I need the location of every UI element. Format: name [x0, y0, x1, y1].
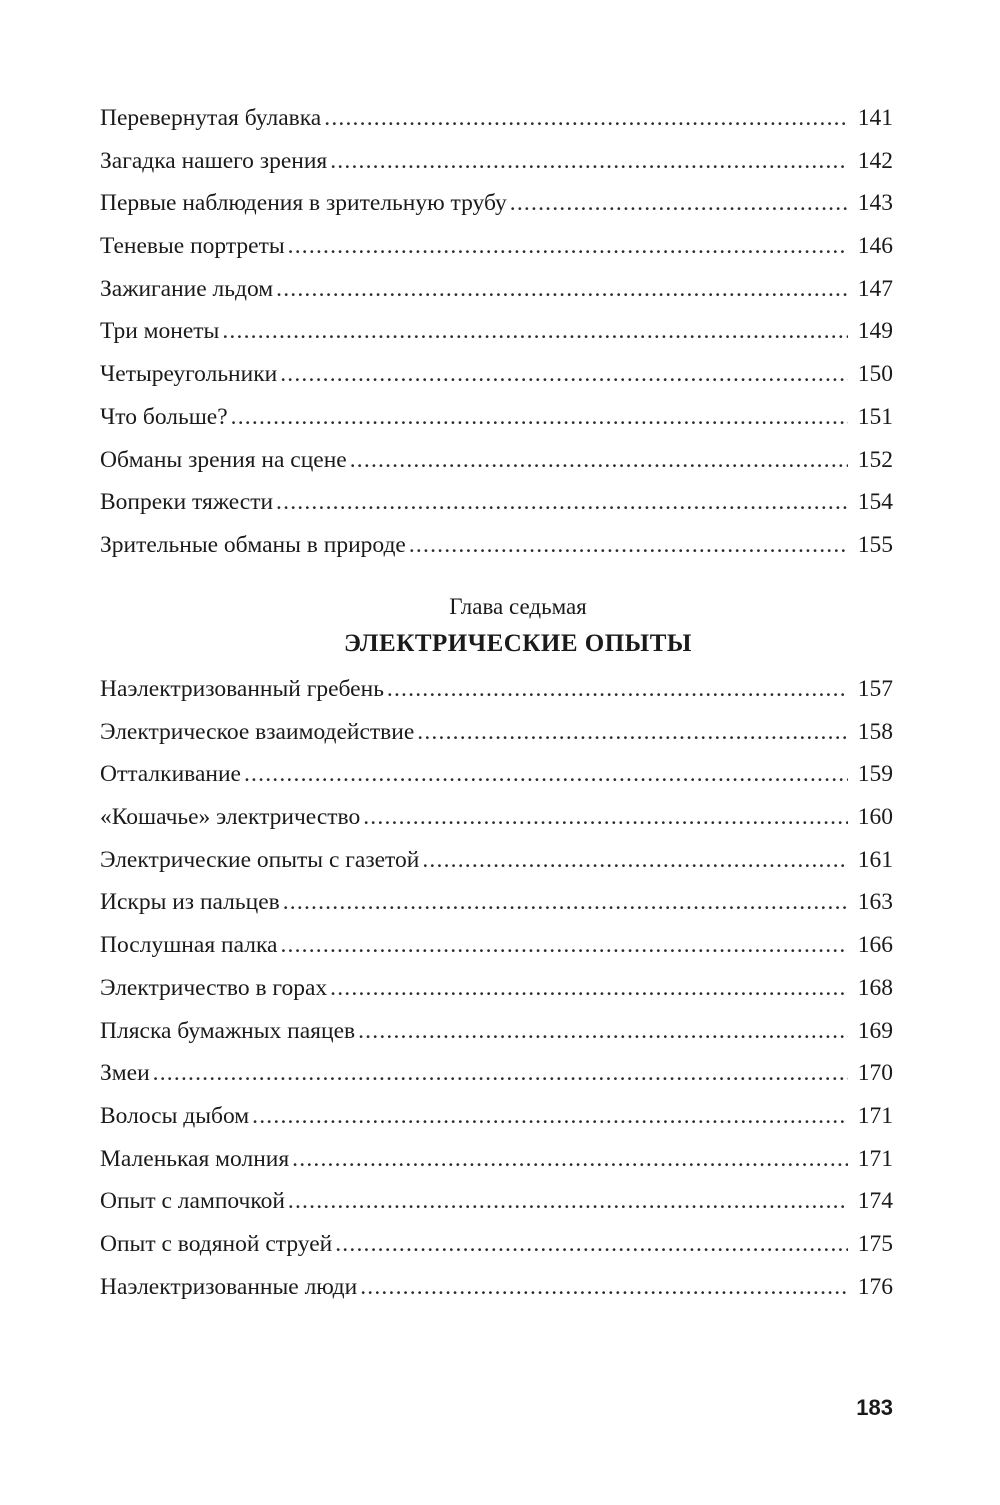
toc-dot-leader	[276, 268, 848, 311]
toc-entry-page: 161	[857, 846, 893, 873]
toc-entry[interactable]	[100, 881, 893, 924]
toc-entry-page: 168	[857, 974, 893, 1001]
toc-dot-leader	[276, 481, 848, 524]
toc-entry-title: Электрические опыты с газетой	[100, 846, 420, 873]
toc-dot-leader	[387, 668, 848, 711]
toc-entry[interactable]	[100, 1010, 893, 1053]
toc-entry[interactable]	[100, 182, 893, 225]
toc-dot-leader	[409, 524, 848, 567]
toc-dot-leader	[231, 396, 848, 439]
toc-entry-page: 149	[857, 318, 893, 345]
toc-entry-title: Вопреки тяжести	[100, 489, 274, 516]
toc-dot-leader	[324, 97, 848, 140]
toc-entry[interactable]	[100, 268, 893, 311]
toc-entry-title: Маленькая молния	[100, 1145, 290, 1172]
toc-entry[interactable]	[100, 524, 893, 567]
toc-entry-page: 176	[857, 1273, 893, 1300]
toc-entry-page: 147	[857, 275, 893, 302]
toc-dot-leader	[363, 796, 848, 839]
toc-entry-title: Опыт с лампочкой	[100, 1188, 285, 1215]
toc-entry[interactable]	[100, 140, 893, 183]
toc-entry-page: 154	[857, 489, 893, 516]
toc-entry-page: 170	[857, 1060, 893, 1087]
toc-entry-title: Первые наблюдения в зрительную трубу	[100, 190, 507, 217]
toc-section-bottom	[100, 668, 893, 1308]
chapter-title: ЭЛЕКТРИЧЕСКИЕ ОПЫТЫ	[344, 630, 692, 657]
toc-entry-page: 160	[857, 804, 893, 831]
toc-entry[interactable]	[100, 97, 893, 140]
toc-entry[interactable]	[100, 353, 893, 396]
toc-entry[interactable]	[100, 753, 893, 796]
toc-entry[interactable]	[100, 967, 893, 1010]
toc-entry[interactable]	[100, 439, 893, 482]
toc-dot-leader	[330, 140, 848, 183]
chapter-kicker: Глава седьмая	[449, 594, 587, 619]
toc-entry-title: Загадка нашего зрения	[100, 147, 328, 174]
toc-dot-leader	[335, 1223, 848, 1266]
toc-dot-leader	[417, 711, 848, 754]
toc-entry-title: Зажигание льдом	[100, 275, 274, 302]
toc-entry-title: Волосы дыбом	[100, 1102, 250, 1129]
toc-entry[interactable]	[100, 1095, 893, 1138]
toc-entry-page: 174	[857, 1188, 893, 1215]
toc-dot-leader	[153, 1052, 848, 1095]
toc-entry-page: 152	[857, 446, 893, 473]
toc-entry-page: 146	[857, 233, 893, 260]
toc-entry[interactable]	[100, 796, 893, 839]
toc-dot-leader	[422, 839, 848, 882]
toc-section-top	[100, 97, 893, 567]
toc-entry-title: Послушная палка	[100, 932, 278, 959]
toc-entry-page: 142	[857, 147, 893, 174]
toc-dot-leader	[280, 353, 848, 396]
toc-dot-leader	[360, 1266, 848, 1309]
toc-entry-title: Змеи	[100, 1060, 150, 1087]
toc-entry-page: 143	[857, 190, 893, 217]
toc-entry[interactable]	[100, 310, 893, 353]
toc-entry-title: Опыт с водяной струей	[100, 1230, 333, 1257]
toc-entry-title: Три монеты	[100, 318, 220, 345]
toc-dot-leader	[350, 439, 848, 482]
toc-dot-leader	[252, 1095, 848, 1138]
toc-entry[interactable]	[100, 924, 893, 967]
toc-dot-leader	[288, 1180, 848, 1223]
toc-entry-title: Наэлектризованные люди	[100, 1273, 358, 1300]
toc-entry-title: Электричество в горах	[100, 974, 328, 1001]
toc-dot-leader	[330, 967, 848, 1010]
toc-entry-page: 150	[857, 361, 893, 388]
toc-entry-page: 141	[857, 105, 893, 131]
toc-entry[interactable]	[100, 225, 893, 268]
toc-entry-page: 159	[857, 761, 893, 788]
toc-entry[interactable]	[100, 396, 893, 439]
toc-entry[interactable]	[100, 711, 893, 754]
toc-entry-title: Зрительные обманы в природе	[100, 531, 406, 558]
toc-entry[interactable]	[100, 481, 893, 524]
toc-entry-page: 169	[857, 1017, 893, 1044]
toc-entry-title: Перевернутая булавка	[100, 105, 322, 131]
toc-entry-title: Пляска бумажных паяцев	[100, 1017, 356, 1044]
toc-entry[interactable]	[100, 1266, 893, 1309]
toc-entry-page: 175	[857, 1230, 893, 1257]
toc-entry-title: «Кошачье» электричество	[100, 804, 361, 831]
toc-dot-leader	[288, 225, 848, 268]
toc-dot-leader	[283, 881, 848, 924]
toc-entry-page: 155	[857, 531, 893, 558]
toc-entry-page: 171	[857, 1145, 893, 1172]
toc-entry-page: 171	[857, 1102, 893, 1129]
toc-dot-leader	[244, 753, 848, 796]
toc-entry-page: 157	[857, 676, 893, 702]
toc-entry[interactable]	[100, 839, 893, 882]
toc-entry-title: Электрическое взаимодействие	[100, 718, 415, 745]
toc-dot-leader	[358, 1010, 848, 1053]
toc-entry-title: Что больше?	[100, 403, 228, 430]
toc-entry-title: Искры из пальцев	[100, 889, 280, 916]
toc-entry[interactable]	[100, 1180, 893, 1223]
toc-entry[interactable]	[100, 1223, 893, 1266]
toc-entry-title: Четыреугольники	[100, 361, 278, 388]
toc-dot-leader	[222, 310, 848, 353]
toc-entry-page: 158	[857, 718, 893, 745]
toc-entry-title: Обманы зрения на сцене	[100, 446, 347, 473]
toc-entry-title: Теневые портреты	[100, 233, 285, 260]
toc-entry-page: 166	[857, 932, 893, 959]
toc-dot-leader	[510, 182, 848, 225]
toc-dot-leader	[280, 924, 848, 967]
toc-entry[interactable]	[100, 668, 893, 711]
toc-entry-title: Отталкивание	[100, 761, 241, 788]
toc-entry-page: 151	[857, 403, 893, 430]
toc-entry[interactable]	[100, 1052, 893, 1095]
toc-entry-title: Наэлектризованный гребень	[100, 676, 384, 702]
page-number: 183	[856, 1395, 893, 1420]
toc-entry[interactable]	[100, 1138, 893, 1181]
toc-dot-leader	[292, 1138, 848, 1181]
toc-entry-page: 163	[857, 889, 893, 916]
